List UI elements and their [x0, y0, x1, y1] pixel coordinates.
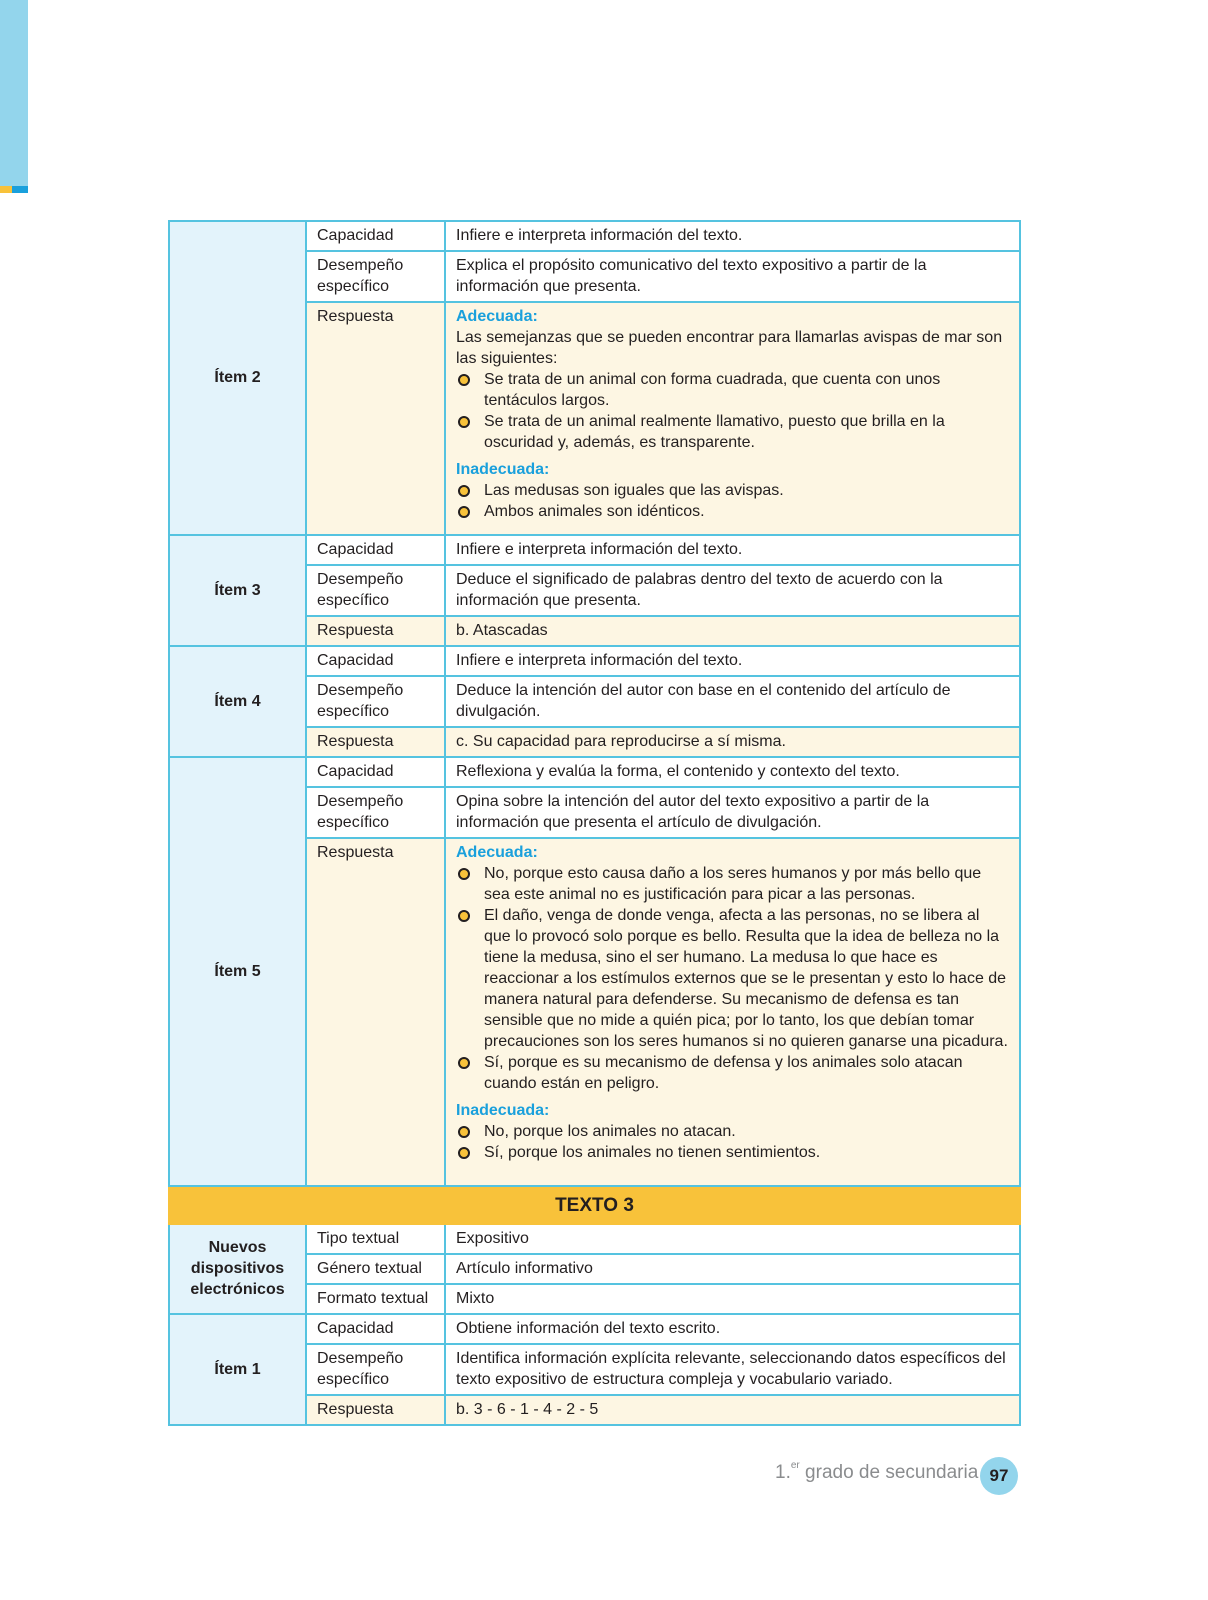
- capacity-value: Reflexiona y evalúa la forma, el contenido y contexto del texto.: [445, 757, 1020, 787]
- grade-footer: 1.$^{er}$ grado de secundaria: [775, 1460, 979, 1483]
- table-row: [169, 1314, 1020, 1344]
- capacity-label: Capacidad: [306, 757, 445, 787]
- text-genre-value: Artículo informativo: [445, 1254, 1020, 1284]
- answer-label: Respuesta: [306, 1395, 445, 1425]
- table-row: [169, 1224, 1020, 1254]
- page-number: 97: [980, 1457, 1018, 1495]
- performance-label: Desempeño específico: [306, 787, 445, 838]
- item-3-label: Ítem 3: [169, 535, 306, 646]
- text-group-label: Nuevos dispositivos electrónicos: [169, 1224, 306, 1314]
- list-item: Se trata de un animal realmente llamativo, puesto que brilla en la oscuridad y, además, es transparente.: [456, 411, 1009, 453]
- capacity-label: Capacidad: [306, 221, 445, 251]
- answer-label: Respuesta: [306, 727, 445, 757]
- capacity-value: Infiere e interpreta información del texto.: [445, 221, 1020, 251]
- performance-label: Desempeño específico: [306, 251, 445, 302]
- capacity-label: Capacidad: [306, 646, 445, 676]
- text-type-label: Tipo textual: [306, 1224, 445, 1254]
- text-format-value: Mixto: [445, 1284, 1020, 1314]
- answer-value: c. Su capacidad para reproducirse a sí misma.: [445, 727, 1020, 757]
- answer-label: Respuesta: [306, 838, 445, 1186]
- bullet-icon: [458, 485, 470, 497]
- capacity-value: Infiere e interpreta información del texto.: [445, 646, 1020, 676]
- performance-value: Explica el propósito comunicativo del texto expositivo a partir de la información que presenta.: [445, 251, 1020, 302]
- inadequate-list: [456, 1121, 1009, 1163]
- performance-value: Opina sobre la intención del autor del texto expositivo a partir de la información que presenta el artículo de divulgación.: [445, 787, 1020, 838]
- answer-value: [445, 838, 1020, 1186]
- capacity-label: Capacidad: [306, 535, 445, 565]
- adequate-title: Adecuada:: [456, 844, 538, 861]
- corner-tab-decoration: [0, 0, 28, 186]
- list-item: El daño, venga de donde venga, afecta a las personas, no se libera al que lo provocó solo porque es bello. Resulta que la idea de belleza no la tiene la medusa, sino el ser humano. La medusa lo que hace es reaccionar a los estímulos externos que se le presentan y esto lo hace de manera natural para defenderse. Su mecanismo de defensa es tan sensible que no mide a quién pica; por lo tanto, los que debían tomar precauciones son los seres humanos si no quieren ganarse una picadura.: [456, 905, 1009, 1052]
- bullet-icon: [458, 506, 470, 518]
- section-banner: TEXTO 3: [169, 1186, 1020, 1224]
- list-item: Ambos animales son idénticos.: [456, 501, 1009, 522]
- table-row: [169, 221, 1020, 251]
- capacity-label: Capacidad: [306, 1314, 445, 1344]
- answer-label: Respuesta: [306, 616, 445, 646]
- bullet-icon: [458, 416, 470, 428]
- item-5-label: Ítem 5: [169, 757, 306, 1186]
- list-item: No, porque esto causa daño a los seres humanos y por más bello que sea este animal no es justificación para picar a las personas.: [456, 863, 1009, 905]
- inadequate-title: Inadecuada:: [456, 461, 550, 478]
- item-1-label: Ítem 1: [169, 1314, 306, 1425]
- adequate-intro: Las semejanzas que se pueden encontrar para llamarlas avispas de mar son las siguientes:: [456, 329, 1003, 367]
- item-2-label: Ítem 2: [169, 221, 306, 535]
- item-4-label: Ítem 4: [169, 646, 306, 757]
- list-item: No, porque los animales no atacan.: [456, 1121, 1009, 1142]
- performance-label: Desempeño específico: [306, 565, 445, 616]
- performance-value: Identifica información explícita relevante, seleccionando datos específicos del texto expositivo de estructura compleja y vocabulario variado.: [445, 1344, 1020, 1395]
- inadequate-title: Inadecuada:: [456, 1102, 550, 1119]
- corner-color-strip: [0, 186, 28, 193]
- list-item: Sí, porque es su mecanismo de defensa y los animales solo atacan cuando están en peligro.: [456, 1052, 1009, 1094]
- text-genre-label: Género textual: [306, 1254, 445, 1284]
- table-row: [169, 535, 1020, 565]
- bullet-icon: [458, 868, 470, 880]
- answer-value: b. 3 - 6 - 1 - 4 - 2 - 5: [445, 1395, 1020, 1425]
- list-item: Las medusas son iguales que las avispas.: [456, 480, 1009, 501]
- assessment-table: [168, 220, 1021, 1426]
- list-item: Sí, porque los animales no tienen sentimientos.: [456, 1142, 1009, 1163]
- table-row: [169, 757, 1020, 787]
- table-row: [169, 646, 1020, 676]
- answer-value: [445, 302, 1020, 535]
- performance-value: Deduce la intención del autor con base en el contenido del artículo de divulgación.: [445, 676, 1020, 727]
- bullet-icon: [458, 374, 470, 386]
- bullet-icon: [458, 910, 470, 922]
- performance-value: Deduce el significado de palabras dentro del texto de acuerdo con la información que presenta.: [445, 565, 1020, 616]
- performance-label: Desempeño específico: [306, 676, 445, 727]
- performance-label: Desempeño específico: [306, 1344, 445, 1395]
- list-item: Se trata de un animal con forma cuadrada, que cuenta con unos tentáculos largos.: [456, 369, 1009, 411]
- capacity-value: Infiere e interpreta información del texto.: [445, 535, 1020, 565]
- bullet-icon: [458, 1126, 470, 1138]
- answer-label: Respuesta: [306, 302, 445, 535]
- adequate-title: Adecuada:: [456, 308, 538, 325]
- bullet-icon: [458, 1147, 470, 1159]
- adequate-list: [456, 863, 1009, 1094]
- inadequate-list: [456, 480, 1009, 522]
- adequate-list: [456, 369, 1009, 453]
- bullet-icon: [458, 1057, 470, 1069]
- text-type-value: Expositivo: [445, 1224, 1020, 1254]
- text-format-label: Formato textual: [306, 1284, 445, 1314]
- table-row: [169, 1186, 1020, 1224]
- capacity-value: Obtiene información del texto escrito.: [445, 1314, 1020, 1344]
- answer-value: b. Atascadas: [445, 616, 1020, 646]
